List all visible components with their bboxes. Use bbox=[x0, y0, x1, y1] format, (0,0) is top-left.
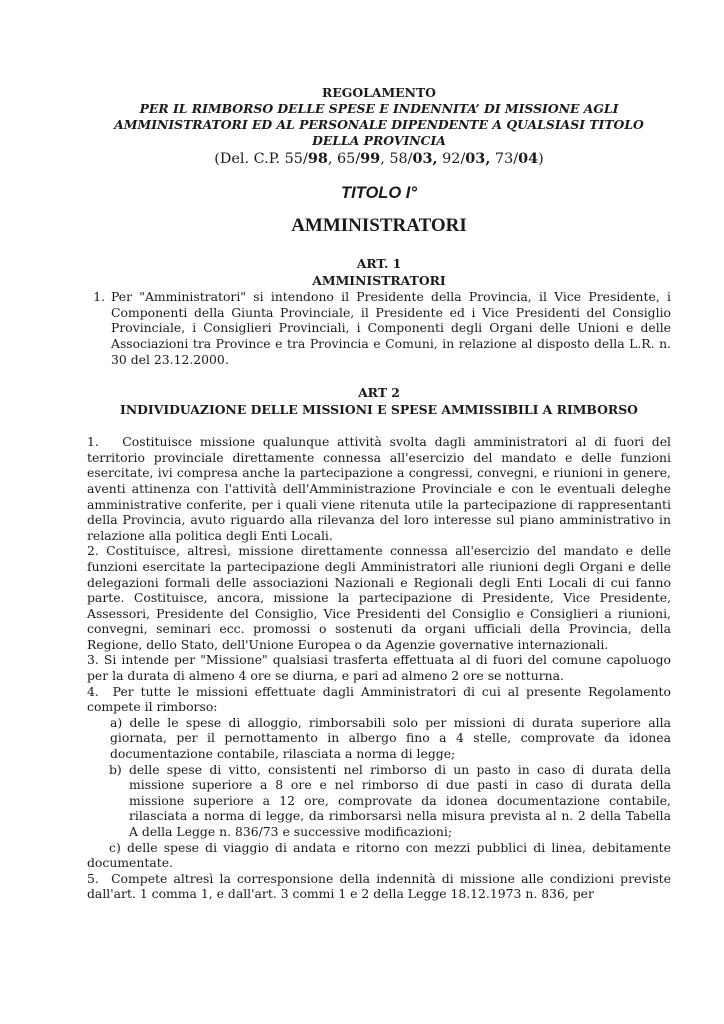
document-page bbox=[87, 85, 675, 902]
art1-list bbox=[87, 289, 671, 367]
art1-heading: AMMINISTRATORI bbox=[312, 273, 446, 289]
document-title: REGOLAMENTO bbox=[322, 85, 436, 100]
art2-paragraph-4: 4. Per tutte le missioni effettuate dagli Amministratori di cui al presente Regolamento compete il rimborso: bbox=[87, 683, 675, 715]
art2-item-b-text: delle spese di vitto, consistenti nel rimborso di un pasto in caso di durata della missione superiore a 8 ore e nel rimborso di due pasti in caso di durata della missione superiore a 12 ore, comprovate da idonea documentazione contabile, rilasciata a norma di legge, da rimborsarsi nella misura prevista al n. 2 della Tabella A della Legge n. 836/73 e successive modificazioni; bbox=[129, 761, 671, 839]
document-subtitle-line-3: DELLA PROVINCIA bbox=[312, 133, 446, 148]
titolo-heading: TITOLO I° bbox=[341, 184, 417, 202]
document-subtitle-line-2: AMMINISTRATORI ED AL PERSONALE DIPENDENTE A QUALSIASI TITOLO bbox=[114, 117, 644, 132]
document-subtitle-line-1: PER IL RIMBORSO DELLE SPESE E INDENNITA’ DI MISSIONE AGLI bbox=[139, 101, 619, 116]
art2-item-c-text: delle spese di viaggio di andata e ritorno con mezzi pubblici di linea, debitamente documentate. bbox=[87, 839, 671, 871]
art2-heading: INDIVIDUAZIONE DELLE MISSIONI E SPESE AMMISSIBILI A RIMBORSO bbox=[120, 402, 638, 418]
art2-item-a: a) delle le spese di alloggio, rimborsabili solo per missioni di durata superiore alla giornata, per il pernottamento in albergo fino a 4 stelle, comprovate da idonea documentazione contabile, rilasciata a norma di legge; bbox=[110, 714, 671, 762]
art2-item-c-marker: c) bbox=[109, 839, 121, 855]
art2-paragraph-5: 5. Compete altresì la corresponsione della indennità di missione alle condizioni previste dall'art. 1 comma 1, e dall'art. 3 commi 1 e 2 della Legge 18.12.1973 n. 836, per bbox=[87, 870, 675, 902]
art1-number: ART. 1 bbox=[356, 256, 402, 272]
art2-paragraph-1: 1. Costituisce missione qualunque attività svolta dagli amministratori al di fuori del territorio provinciale direttamente connessa all'esercizio del mandato e delle funzioni esercitate, ivi compresa anche la partecipazione a congressi, convegni, e riunioni in genere, aventi attinenza con l'attività dell'Amministrazione Provinciale e con le eventuali deleghe amministrative conferite, per i quali viene ritenuta utile la partecipazione di rappresentanti della Provincia, avuto riguardo alla rilevanza del loro interesse sul piano amministrativo in relazione alla politica degli Enti Locali. bbox=[87, 434, 675, 543]
art2-paragraph-2: 2. Costituisce, altresì, missione direttamente connessa all'esercizio del mandato e delle funzioni esercitate la partecipazione degli Amministratori alle riunioni degli Organi e delle delegazioni formali delle associazioni Nazionali e Regionali degli Enti Locali di cui fanno parte. Costituisce, ancora, missione la partecipazione di Presidente, Vice Presidente, Assessori, Presidente del Consiglio, Vice Presidenti del Consiglio e Consiglieri a riunioni, convegni, seminari ecc. promossi o sostenuti da organi ufficiali della Provincia, della Regione, dello Stato, dell'Unione Europea o da Agenzie governative internazionali. bbox=[87, 543, 671, 652]
deliberation-references: (Del. C.P. 55/98, 65/99, 58/03, 92/03, 73/04) bbox=[214, 150, 544, 167]
art1-item-1: 1. Per "Amministratori" si intendono il Presidente della Provincia, il Vice Presidente, i Componenti della Giunta Provinciale, il Presidente ed i Vice Presidenti del Consiglio Provinciale, i Consiglieri Provinciali, i Componenti degli Organi delle Unioni e delle Associazioni tra Province e tra Provincia e Comuni, in relazione al disposto della L.R. n. 30 del 23.12.2000. bbox=[109, 289, 671, 367]
section-heading: AMMINISTRATORI bbox=[291, 214, 467, 236]
art2-item-b-marker: b) bbox=[109, 761, 122, 777]
art2-item-c bbox=[87, 840, 671, 871]
art2-number: ART 2 bbox=[358, 385, 400, 401]
art2-paragraph-3: 3. Si intende per "Missione" qualsiasi trasferta effettuata al di fuori del comune capoluogo per la durata di almeno 4 ore se diurna, e pari ad almeno 2 ore se notturna. bbox=[87, 652, 671, 684]
art2-item-b bbox=[87, 762, 671, 840]
